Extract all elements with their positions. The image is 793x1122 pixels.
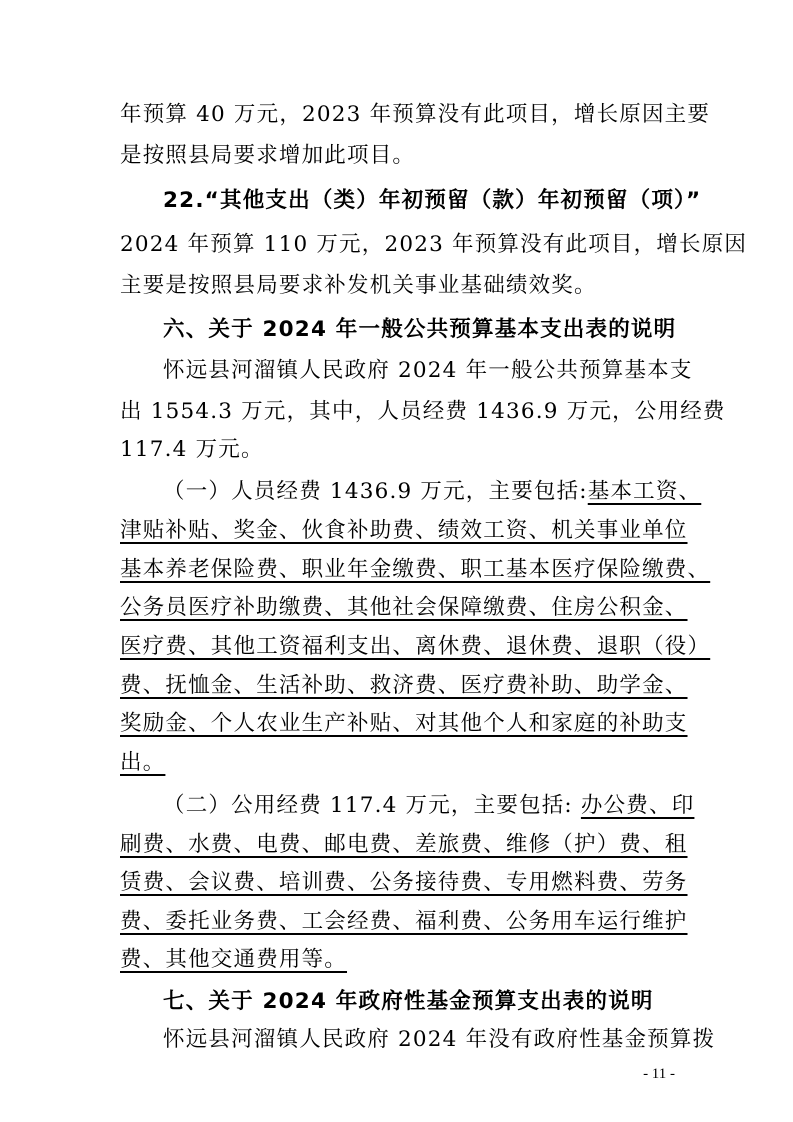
underlined-line xyxy=(120,552,711,588)
text-run: 是按照县局要求增加此项目。 xyxy=(120,143,416,168)
text-run: 医疗费、其他工资福利支出、离休费、退休费、退职（役） xyxy=(120,634,711,659)
text-line xyxy=(120,97,711,133)
underlined-line xyxy=(120,904,688,940)
page-number: - 11 - xyxy=(643,1066,675,1082)
underlined-line xyxy=(120,827,688,863)
text-run: 出。 xyxy=(120,750,166,775)
text-line xyxy=(120,432,676,468)
text-run: 117.4 万元。 xyxy=(120,437,264,462)
underlined-line xyxy=(120,865,688,901)
underlined-line xyxy=(120,942,676,978)
text-run: （二）公用经费 117.4 万元，主要包括: xyxy=(163,793,581,818)
text-line xyxy=(163,788,695,824)
text-run: 六、关于 2024 年一般公共预算基本支出表的说明 xyxy=(163,317,677,342)
section-heading xyxy=(163,984,676,1020)
text-run: 怀远县河溜镇人民政府 2024 年没有政府性基金预算拨 xyxy=(163,1027,716,1052)
text-run: 费、抚恤金、生活补助、救济费、医疗费补助、助学金、 xyxy=(120,673,688,698)
text-run: 怀远县河溜镇人民政府 2024 年一般公共预算基本支 xyxy=(163,358,693,383)
text-run: 赁费、会议费、培训费、公务接待费、专用燃料费、劳务 xyxy=(120,870,688,895)
text-line xyxy=(163,353,693,389)
text-run: 津贴补贴、奖金、伙食补助费、绩效工资、机关事业单位 xyxy=(120,518,688,543)
text-run: 奖励金、个人农业生产补贴、对其他个人和家庭的补助支 xyxy=(120,711,688,736)
text-run: 费、其他交通费用等。 xyxy=(120,947,348,972)
text-line xyxy=(120,268,676,304)
text-run: 费、委托业务费、工会经费、福利费、公务用车运行维护 xyxy=(120,909,688,934)
text-line xyxy=(120,227,748,263)
text-run: 主要是按照县局要求补发机关事业基础绩效奖。 xyxy=(120,273,597,298)
text-line xyxy=(163,1022,716,1058)
underlined-text: 基本工资、 xyxy=(587,479,702,504)
underlined-line xyxy=(120,706,688,742)
item-heading xyxy=(163,183,702,219)
underlined-line xyxy=(120,745,676,781)
text-run: 年预算 40 万元，2023 年预算没有此项目，增长原因主要 xyxy=(120,102,711,127)
section-heading xyxy=(163,312,676,348)
text-run: 22.“其他支出（类）年初预留（款）年初预留（项）” xyxy=(163,188,702,213)
text-line xyxy=(163,474,702,510)
underlined-text: 办公费、印 xyxy=(580,793,695,818)
underlined-line xyxy=(120,629,711,665)
text-line xyxy=(120,394,726,430)
underlined-line xyxy=(120,513,688,549)
underlined-line xyxy=(120,590,688,626)
text-run: 出 1554.3 万元，其中，人员经费 1436.9 万元，公用经费 xyxy=(120,399,726,424)
text-run: 公务员医疗补助缴费、其他社会保障缴费、住房公积金、 xyxy=(120,595,688,620)
text-run: 基本养老保险费、职业年金缴费、职工基本医疗保险缴费、 xyxy=(120,557,711,582)
text-run: 刷费、水费、电费、邮电费、差旅费、维修（护）费、租 xyxy=(120,832,688,857)
text-run: 2024 年预算 110 万元，2023 年预算没有此项目，增长原因 xyxy=(120,232,748,257)
text-run: 七、关于 2024 年政府性基金预算支出表的说明 xyxy=(163,989,654,1014)
text-line xyxy=(120,138,676,174)
underlined-line xyxy=(120,668,688,704)
text-run: （一）人员经费 1436.9 万元，主要包括: xyxy=(163,479,588,504)
